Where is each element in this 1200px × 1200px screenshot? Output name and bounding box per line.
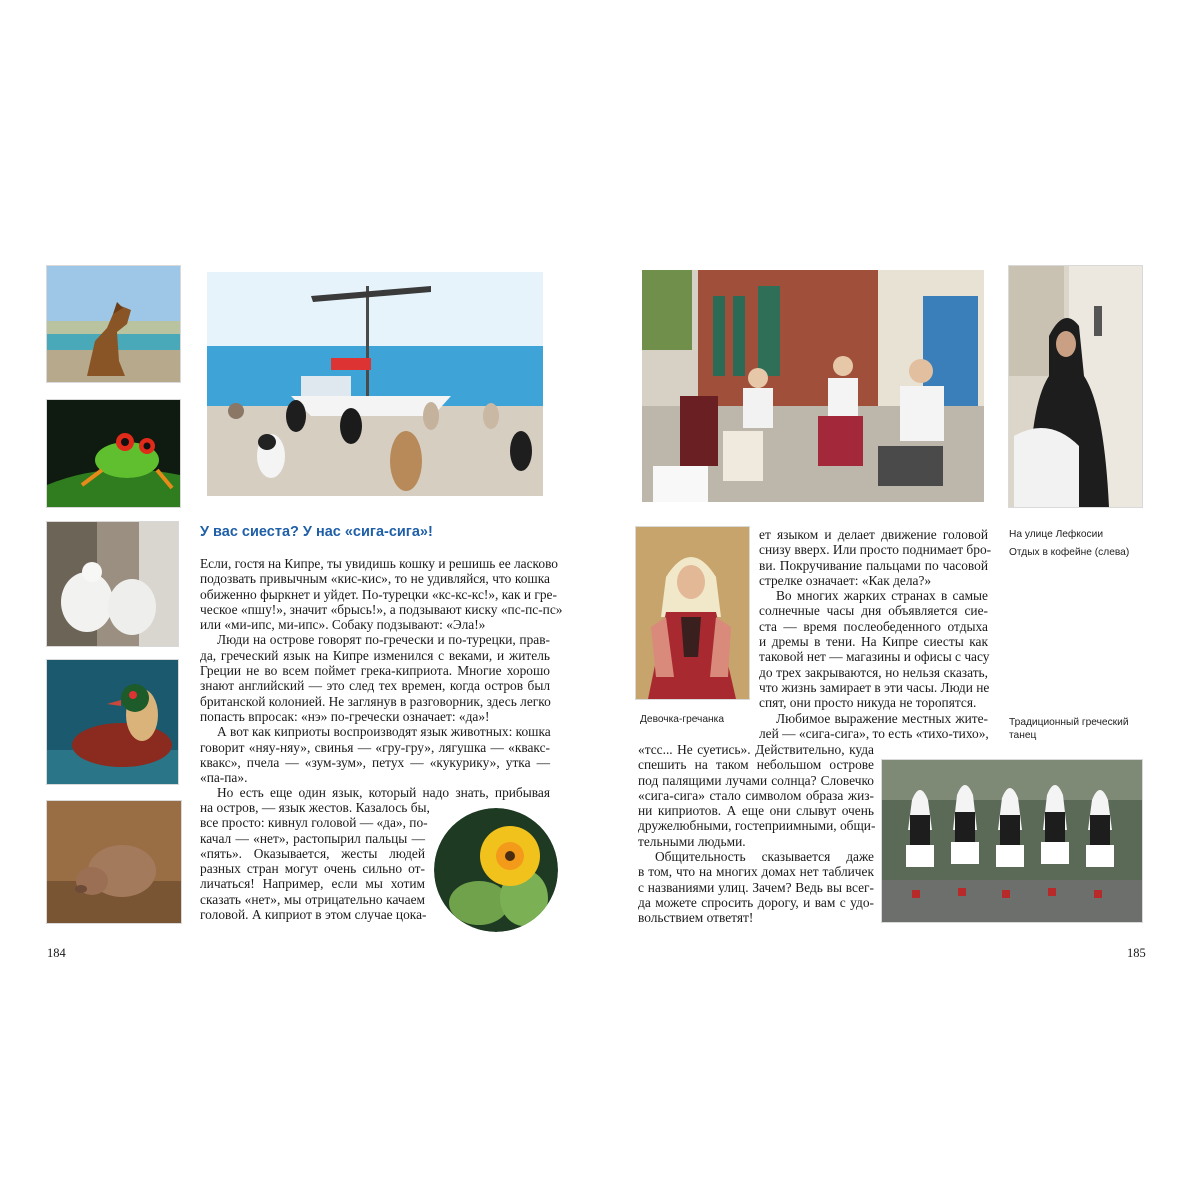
text-line: попасть впросак: «нэ» по-гречески означает: «да»! [200,708,490,724]
text-line: британской колонией. Не заглянув в разговорник, здесь легко [200,693,551,709]
text-line: ет языком и делает движение головой [759,527,988,542]
text-line: ста — время послеобеденного отдыха [759,618,988,634]
text-line: А вот как киприоты воспроизводят язык животных: кошка [217,724,551,740]
cats-harbour-photo [201,266,549,503]
text-line: тельными людьми. [638,833,746,849]
text-line: на остров, — язык жестов. Казалось бы, [200,800,430,815]
right-page [600,0,1200,1200]
text-line: обиженно фыркнет и уйдет. По-турецки «кс-кс-кс!», как и гре- [200,586,557,602]
left-body-text [200,556,563,801]
text-line: в том, что на многих домах нет табличек [638,864,874,880]
text-line: квакс», пчела — «зум-зум», петух — «кукурику», утка — [200,754,550,770]
article-heading: У вас сиеста? У нас «сига-сига»! [200,524,433,540]
greek-girl-photo [636,527,749,699]
caption-dance: Традиционный греческий танец [1009,717,1129,741]
text-line: под палящими лучами солнца? Словечко [638,772,874,788]
text-line: все просто: кивнул головой — «да», по- [200,815,428,831]
text-line: что жизнь замирает в эти часы. Люди не [759,679,990,695]
page-number-right: 185 [1127,946,1146,960]
caption-street-line2: Отдых в кофейне (слева) [1009,547,1130,558]
text-line: да можете спросить дорогу, и вам с удо- [638,894,874,910]
chickens-photo [47,522,178,646]
text-line: Но есть еще один язык, который надо знать, прибывая [217,785,550,801]
text-line: спят, они просто никуда не торопятся. [759,695,977,711]
text-line: стрелке означает: «Как дела?» [759,572,932,588]
text-line: личаться! Например, если мы хотим [200,876,425,892]
right-body-text-bottom [638,742,874,926]
text-line: Любимое выражение местных жите- [776,710,988,726]
cafe-street-photo [638,266,988,506]
text-line: «пять». Оказывается, жесты людей [200,845,425,861]
pig-photo [47,801,181,923]
text-line: Греции не во всем поймет грека-киприота. Многие хорошо [200,663,550,679]
text-line: головой. А киприот в этом случае цока- [200,907,427,923]
greek-dance-photo [882,760,1142,922]
text-line: говорит «няу-няу», свинья — «гру-гру», лягушка — «квакс- [200,739,550,755]
frog-photo [47,400,180,507]
text-line: Во многих жарких странах в самые [776,588,988,604]
text-line: снизу вверх. Или просто поднимает бро- [759,542,992,558]
text-line: до трех закрываются, но нельзя сказать, [759,664,988,680]
text-line: вольствием ответят! [638,910,754,926]
text-line: подозвать привычным «кис-кис», то не удивляйся, что кошка [200,571,550,587]
right-body-text-top [759,527,992,741]
left-body-text-wrap [200,800,430,923]
text-line: или «ми-ипс, ми-ипс». Собаку подзывают: «Эла!» [200,617,486,633]
caption-girl: Девочка-гречанка [640,714,725,725]
text-line: дружелюбными, гостеприимными, общи- [638,818,876,834]
text-line: спешить на таком небольшом острове [638,757,874,773]
text-line: с названиями улиц. Зачем? Ведь вы всег- [638,879,874,895]
text-line: «па-па». [200,770,248,786]
text-line: разных стран могут очень сильно от- [200,861,425,877]
text-line: таковой нет — магазины и офисы с часу [759,649,990,665]
duck-photo [47,660,178,784]
dog-photo [47,266,180,382]
caption-street-line1: На улице Лефкосии [1009,529,1104,540]
old-woman-photo [1009,266,1142,507]
text-line: Общительность сказывается даже [655,849,874,865]
text-line: знают английский — это след тех времен, когда остров был [200,678,550,694]
text-line: ческое «пшу!», значит «брысь!», а подзывают киску «пс-пс-пс» [200,601,563,617]
text-line: ви. Покручивание пальцами по часовой [759,557,988,573]
text-line: солнечные часы дня объявляется сие- [759,603,988,619]
cactus-flower-photo [434,808,558,932]
text-line: Если, гостя на Кипре, ты увидишь кошку и решишь ее ласково [200,556,558,571]
text-line: ни киприотов. А еще они слывут очень [638,803,874,819]
text-line: Люди на острове говорят по-гречески и по-турецки, прав- [217,632,550,648]
page-number-left: 184 [47,946,66,960]
text-line: «сига-сига» стало символом образа жиз- [638,787,874,803]
text-line: качал — «нет», растопырил пальцы — [200,830,425,846]
text-line: «тсс... Не суетись». Действительно, куда [638,742,874,757]
text-line: да, греческий язык на Кипре изменился с веками, и житель [200,647,550,663]
text-line: и дремы в тени. На Кипре сиесты как [759,634,988,650]
text-line: сказать «нет», мы отрицательно качаем [200,891,425,907]
text-line: лей — «сига-сига», то есть «тихо-тихо», [759,725,989,741]
